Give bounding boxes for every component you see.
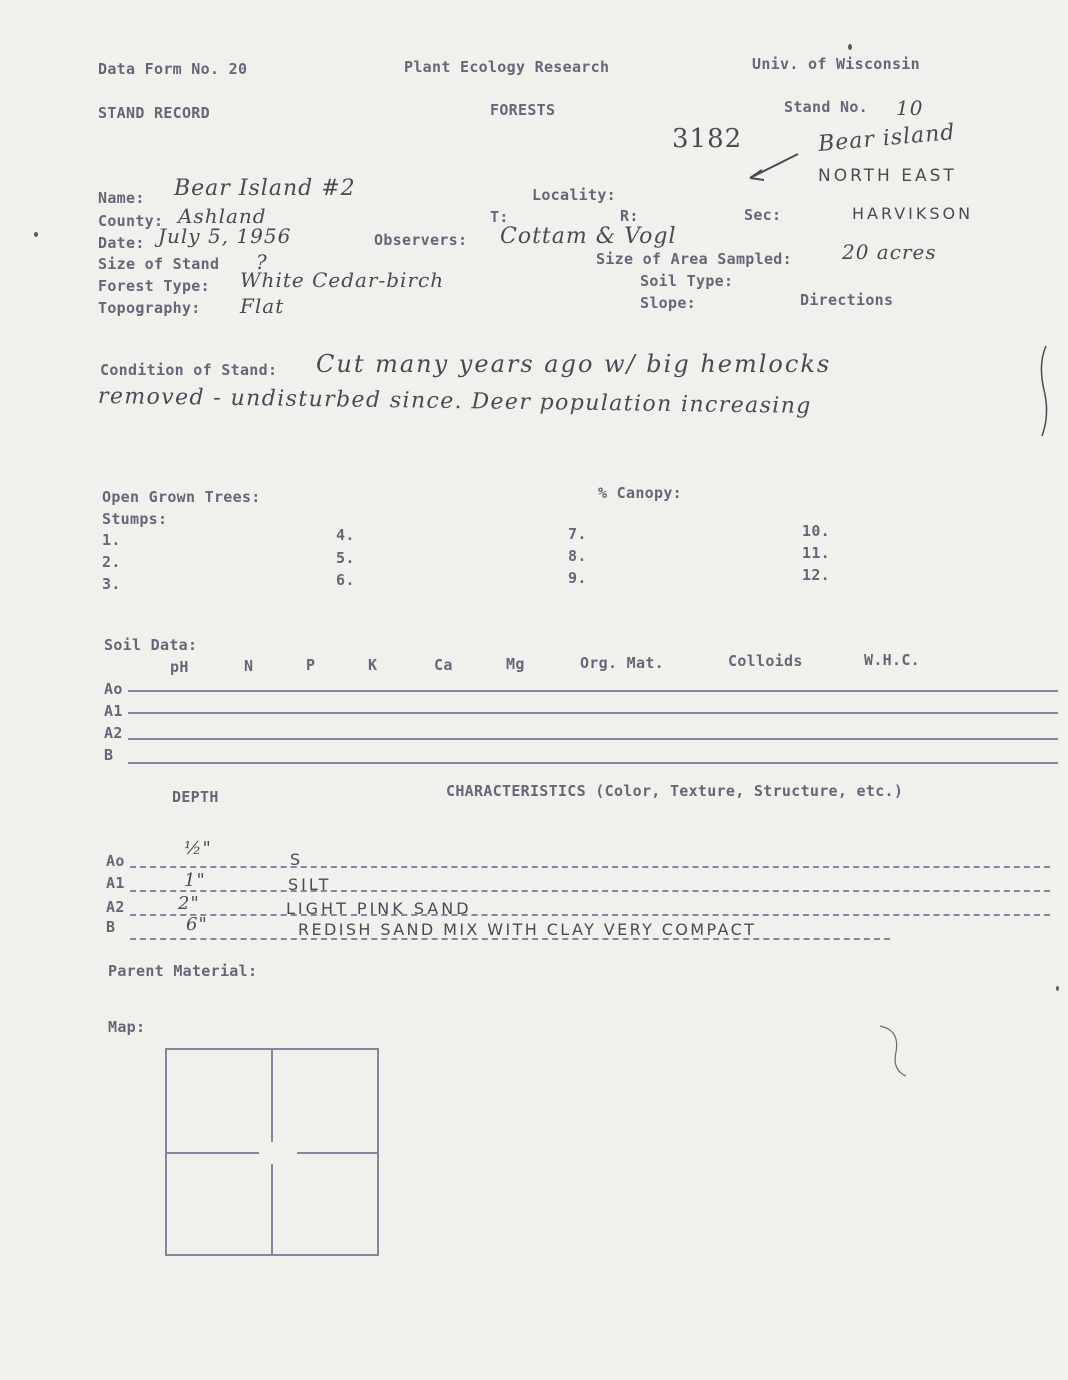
stump-number: 9. bbox=[568, 569, 587, 587]
observers-value: Cottam & Vogl bbox=[500, 224, 677, 249]
topography-value: Flat bbox=[240, 294, 285, 318]
horizon-line bbox=[130, 890, 1050, 892]
horizon-line bbox=[130, 866, 1050, 868]
stand-number-label: Stand No. bbox=[784, 98, 868, 116]
horizon-depth: 2" bbox=[178, 893, 200, 914]
canopy-label: % Canopy: bbox=[598, 484, 682, 502]
open-grown-trees-label: Open Grown Trees: bbox=[102, 488, 261, 506]
stand-number-value: 10 bbox=[896, 96, 924, 120]
area-sampled-label: Size of Area Sampled: bbox=[596, 250, 792, 268]
soil-row-line bbox=[128, 762, 1058, 764]
horizon-depth: 6" bbox=[186, 914, 208, 935]
place-annotation: Bear island bbox=[817, 120, 957, 157]
forest-type-label: Forest Type: bbox=[98, 277, 210, 295]
pencil-scribble bbox=[876, 1022, 916, 1078]
paper-speck bbox=[1056, 986, 1059, 991]
region-annotation: NORTH EAST bbox=[818, 166, 957, 186]
locality-label: Locality: bbox=[532, 186, 616, 204]
soil-row-label: Ao bbox=[104, 680, 123, 698]
horizon-label: A2 bbox=[106, 898, 125, 916]
horizon-description: SILT bbox=[288, 875, 332, 894]
category: FORESTS bbox=[490, 101, 556, 119]
section-label: Sec: bbox=[744, 206, 782, 224]
topography-label: Topography: bbox=[98, 299, 201, 317]
horizon-description: REDISH SAND MIX WITH CLAY VERY COMPACT bbox=[298, 920, 757, 939]
soil-row-label: A1 bbox=[104, 702, 123, 720]
parent-material-label: Parent Material: bbox=[108, 962, 258, 980]
paper-speck bbox=[848, 44, 852, 50]
horizon-line bbox=[130, 938, 890, 940]
stump-number: 12. bbox=[802, 566, 830, 584]
observers-label: Observers: bbox=[374, 231, 468, 249]
condition-label: Condition of Stand: bbox=[100, 361, 278, 379]
condition-line-1: Cut many years ago w/ big hemlocks bbox=[316, 350, 832, 378]
size-of-stand-value: ? bbox=[256, 250, 268, 274]
form-number: Data Form No. 20 bbox=[98, 60, 248, 78]
soil-column-header: Colloids bbox=[728, 652, 803, 670]
stump-number: 4. bbox=[336, 526, 355, 544]
soil-column-header: W.H.C. bbox=[864, 651, 920, 669]
horizon-depth: 1" bbox=[184, 870, 206, 891]
date-value: July 5, 1956 bbox=[158, 224, 292, 248]
map-divider bbox=[271, 1164, 273, 1254]
stump-number: 6. bbox=[336, 571, 355, 589]
map-divider bbox=[271, 1050, 273, 1142]
soil-row-line bbox=[128, 690, 1058, 692]
soil-column-header: Org. Mat. bbox=[580, 654, 664, 672]
institution: Plant Ecology Research bbox=[404, 58, 610, 76]
paper-speck bbox=[34, 232, 38, 237]
soil-row-label: A2 bbox=[104, 724, 123, 742]
condition-line-2: removed - undisturbed since. Deer population increasing bbox=[97, 384, 812, 419]
soil-type-label: Soil Type: bbox=[640, 272, 734, 290]
stump-number: 7. bbox=[568, 525, 587, 543]
characteristics-label: CHARACTERISTICS (Color, Texture, Structure, etc.) bbox=[446, 782, 904, 800]
catalog-number: 3182 bbox=[672, 124, 743, 154]
stump-number: 11. bbox=[802, 544, 830, 562]
horizon-line bbox=[130, 914, 1050, 916]
soil-column-header: K bbox=[368, 656, 378, 674]
soil-column-header: Ca bbox=[434, 656, 453, 674]
size-of-stand-label: Size of Stand bbox=[98, 255, 220, 273]
record-type: STAND RECORD bbox=[98, 104, 210, 122]
name-value: Bear Island #2 bbox=[174, 176, 356, 201]
map-divider bbox=[167, 1152, 259, 1154]
horizon-depth: ½" bbox=[184, 838, 212, 859]
slope-label: Slope: bbox=[640, 294, 696, 312]
stumps-label: Stumps: bbox=[102, 510, 168, 528]
stump-number: 2. bbox=[102, 553, 121, 571]
horizon-description: LIGHT PINK SAND bbox=[286, 899, 472, 918]
soil-column-header: P bbox=[306, 656, 316, 674]
stump-number: 1. bbox=[102, 531, 121, 549]
soil-column-header: pH bbox=[170, 658, 189, 676]
stump-number: 8. bbox=[568, 547, 587, 565]
map-box bbox=[165, 1048, 379, 1256]
depth-label: DEPTH bbox=[172, 788, 219, 806]
stump-number: 3. bbox=[102, 575, 121, 593]
horizon-label: Ao bbox=[106, 852, 125, 870]
map-label: Map: bbox=[108, 1018, 146, 1036]
forest-type-value: White Cedar-birch bbox=[240, 268, 445, 292]
university: Univ. of Wisconsin bbox=[752, 55, 920, 73]
soil-row-line bbox=[128, 712, 1058, 714]
soil-data-label: Soil Data: bbox=[104, 636, 198, 654]
soil-row-line bbox=[128, 738, 1058, 740]
soil-column-header: N bbox=[244, 657, 254, 675]
stump-number: 10. bbox=[802, 522, 830, 540]
directions-label: Directions bbox=[800, 291, 894, 309]
stump-number: 5. bbox=[336, 549, 355, 567]
horizon-description: S bbox=[290, 850, 304, 869]
horizon-label: A1 bbox=[106, 874, 125, 892]
soil-column-header: Mg bbox=[506, 655, 525, 673]
county-label: County: bbox=[98, 212, 164, 230]
soil-row-label: B bbox=[104, 746, 114, 764]
township-label: T: bbox=[490, 208, 509, 226]
arrow-icon bbox=[740, 150, 800, 184]
date-label: Date: bbox=[98, 234, 145, 252]
map-divider bbox=[297, 1152, 377, 1154]
area-sampled-value: 20 acres bbox=[842, 240, 937, 264]
bracket-mark bbox=[1036, 344, 1060, 438]
name-label: Name: bbox=[98, 189, 145, 207]
horizon-label: B bbox=[106, 918, 116, 936]
person-annotation: HARVIKSON bbox=[852, 204, 974, 223]
range-label: R: bbox=[620, 207, 639, 225]
county-value: Ashland bbox=[178, 204, 267, 228]
